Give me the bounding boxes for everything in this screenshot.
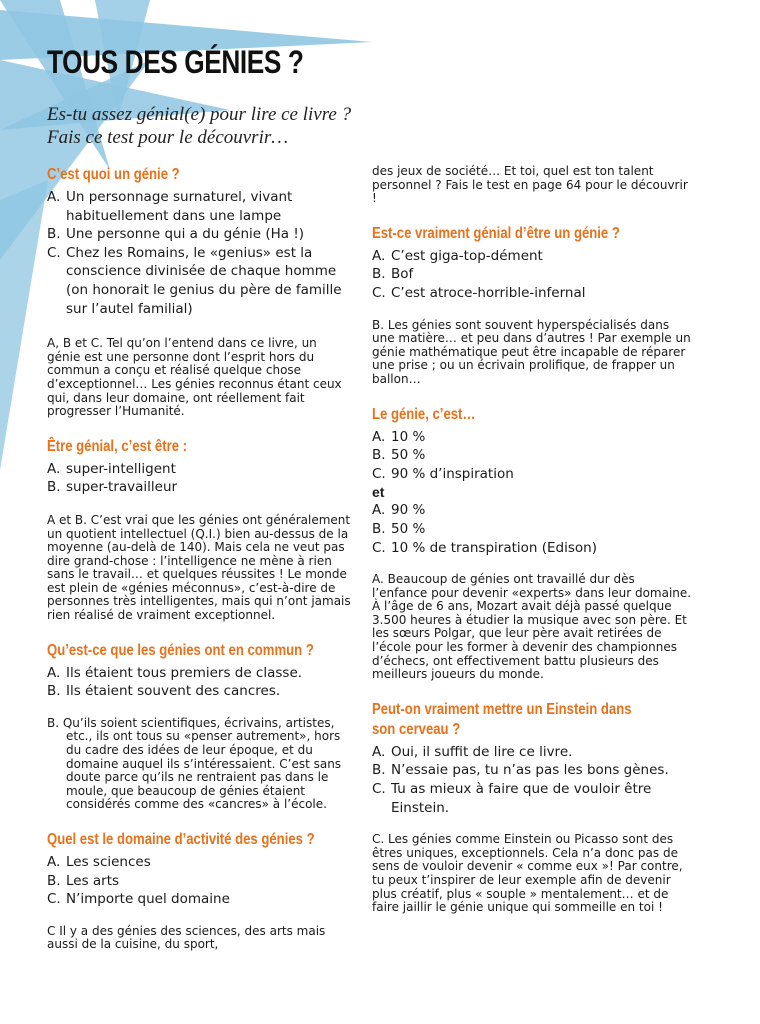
option-item [47, 872, 352, 891]
option-text: C’est atroce-horrible-infernal [391, 284, 586, 301]
option-letter: A. [47, 460, 61, 477]
page-title: TOUS DES GÉNIES ? [47, 44, 304, 80]
options-list [47, 188, 352, 318]
option-letter: B. [372, 762, 386, 779]
option-item [372, 247, 692, 266]
option-item [47, 853, 352, 872]
question-heading: Peut-on vraiment mettre un Einstein dans son cerveau ? [372, 700, 632, 738]
question-heading: Être génial, c’est être : [47, 437, 188, 455]
options-list [372, 247, 692, 303]
option-item [47, 225, 352, 244]
option-letter: B. [47, 683, 61, 700]
option-text: Ils étaient souvent des cancres. [66, 683, 281, 700]
question-heading: Est-ce vraiment génial d’être un génie ? [372, 224, 620, 242]
option-text: 10 % de transpiration (Edison) [391, 539, 597, 556]
option-text: 90 % [391, 502, 426, 519]
answer-text: A et B. C’est vrai que les génies ont généralement un quotient intellectuel (Q.I.) bien au-dessus de la moyenne (au-delà de 140). Mais cela ne veut pas dire grand-chose : l’intelligence ne mène à rien sans le travail… et quelques réussites ! Le monde est plein de «génies méconnus», c’est-à-dire de personnes très intelligentes, mais qui n’ont jamais rien réalisé de vraiment exceptionnel. [47, 512, 351, 623]
option-letter: A. [372, 247, 386, 264]
option-item [47, 244, 352, 318]
option-text: Les arts [66, 872, 120, 889]
answer-text: C Il y a des génies des sciences, des arts mais aussi de la cuisine, du sport, [47, 923, 326, 952]
option-text: 10 % [391, 428, 426, 445]
option-letter: A. [372, 502, 386, 519]
option-item [372, 446, 692, 465]
option-text: 90 % d’inspiration [391, 465, 514, 482]
options-list [47, 460, 352, 497]
option-item [372, 465, 692, 484]
subtitle-line: Es-tu assez génial(e) pour lire ce livre ? [47, 104, 352, 125]
question-heading: Qu’est-ce que les génies ont en commun ? [47, 641, 314, 659]
option-item [47, 890, 352, 909]
option-letter: C. [372, 284, 386, 301]
option-letter: C. [372, 781, 386, 798]
option-text: 50 % [391, 447, 426, 464]
question-heading: C’est quoi un génie ? [47, 166, 180, 183]
answer-text: A. Beaucoup de génies ont travaillé dur dès l’enfance pour devenir «experts» dans leur domaine. À l’âge de 6 ans, Mozart avait déjà passé quelque 3.500 heures à étudier la musique avec son père. Et les sœurs Polgar, que leur père avait retirées de l’école pour les former à devenir des championnes d’échecs, ont effectivement battu plusieurs des meilleurs joueurs du monde. [372, 572, 692, 682]
option-letter: B. [372, 266, 386, 283]
option-letter: C. [47, 244, 61, 261]
option-item [372, 428, 692, 447]
option-item [372, 539, 692, 558]
option-text: Tu as mieux à faire que de vouloir être Einstein. [391, 781, 652, 816]
option-text: super-intelligent [66, 460, 176, 477]
options-separator: et [372, 484, 385, 501]
option-text: Une personne qui a du génie (Ha !) [66, 226, 305, 243]
answer-text: B. Qu’ils soient scientifiques, écrivains, artistes, etc., ils ont tous su «penser autrement», hors du cadre des idées de leur époque, et du domaine auquel ils s’intéressaient. C’est sans doute parce qu’ils ne rentraient pas dans le moule, que beaucoup de génies étaient considérés comme des «cancres» à l’école. [47, 715, 342, 812]
subtitle-line: Fais ce test pour le découvrir… [47, 127, 289, 148]
option-letter: A. [47, 664, 61, 681]
question-block [372, 224, 692, 387]
page-subtitle [47, 103, 351, 149]
options-list [47, 664, 352, 701]
answer-text: A, B et C. Tel qu’on l’entend dans ce livre, un génie est une personne dont l’esprit hors du commun a conçu et réalisé quelque chose d’exceptionnel… Les génies reconnus étant ceux qui, dans leur domaine, ont réellement fait progresser l’Humanité. [47, 336, 342, 419]
option-letter: C. [372, 539, 386, 556]
option-letter: B. [47, 226, 61, 243]
continued-answer-text: des jeux de société… Et toi, quel est ton talent personnel ? Fais le test en page 64 pour le découvrir ! [372, 164, 688, 206]
option-text: Bof [391, 266, 414, 283]
option-item [47, 664, 352, 683]
option-text: Un personnage surnaturel, vivant habituellement dans une lampe [66, 189, 293, 224]
options-list [47, 853, 352, 909]
option-letter: B. [372, 447, 386, 464]
option-letter: A. [372, 743, 386, 760]
answer-text: B. Les génies sont souvent hyperspécialisés dans une matière… et peu dans d’autres ! Par exemple un génie mathématique peut être incapable de réparer une prise ; ou un écrivain prolifique, de frapper un ballon… [372, 317, 691, 386]
options-list [372, 743, 692, 817]
option-item [372, 284, 692, 303]
question-heading: Le génie, c’est… [372, 405, 476, 423]
option-item [372, 743, 692, 762]
question-block [47, 830, 352, 952]
option-item [372, 761, 692, 780]
option-letter: B. [372, 520, 386, 537]
option-text: Oui, il suffit de lire ce livre. [391, 743, 573, 760]
question-heading: Quel est le domaine d’activité des génies ? [47, 831, 315, 848]
option-letter: A. [47, 854, 61, 870]
option-letter: C. [47, 891, 61, 908]
left-column [47, 165, 352, 952]
option-item [47, 682, 352, 701]
option-text: C’est giga-top-dément [391, 247, 543, 264]
right-column [372, 165, 692, 915]
option-item [47, 460, 352, 479]
answer-text: C. Les génies comme Einstein ou Picasso sont des êtres uniques, exceptionnels. Cela n’a donc pas de sens de vouloir devenir « comme eux »! Par contre, tu peux t’inspirer de leur exemple afin de devenir plus créatif, plus « souple » mentalement… et de faire jaillir le génie unique qui sommeille en toi ! [372, 832, 683, 915]
option-text: 50 % [391, 520, 426, 537]
option-text: Les sciences [66, 854, 151, 870]
options-list [372, 501, 692, 557]
option-text: N’importe quel domaine [66, 891, 230, 908]
option-item [47, 478, 352, 497]
option-letter: C. [372, 465, 386, 482]
option-item [372, 501, 692, 520]
option-text: Ils étaient tous premiers de classe. [66, 664, 303, 681]
option-item [47, 188, 352, 225]
option-text: super-travailleur [66, 479, 178, 496]
question-block [372, 405, 692, 682]
option-letter: A. [372, 428, 386, 445]
options-list [372, 428, 692, 484]
option-text: N’essaie pas, tu n’as pas les bons gènes. [391, 762, 669, 779]
question-block [47, 641, 352, 812]
option-letter: B. [47, 872, 61, 889]
option-text: Chez les Romains, le «genius» est la conscience divinisée de chaque homme (on honorait le genius du père de famille sur l’autel familial) [66, 244, 342, 317]
question-block [47, 437, 352, 623]
option-item [372, 265, 692, 284]
option-letter: A. [47, 189, 61, 205]
option-item [372, 520, 692, 539]
option-letter: B. [47, 479, 61, 496]
option-item [372, 780, 692, 817]
question-block [47, 165, 352, 419]
question-block [372, 700, 692, 915]
